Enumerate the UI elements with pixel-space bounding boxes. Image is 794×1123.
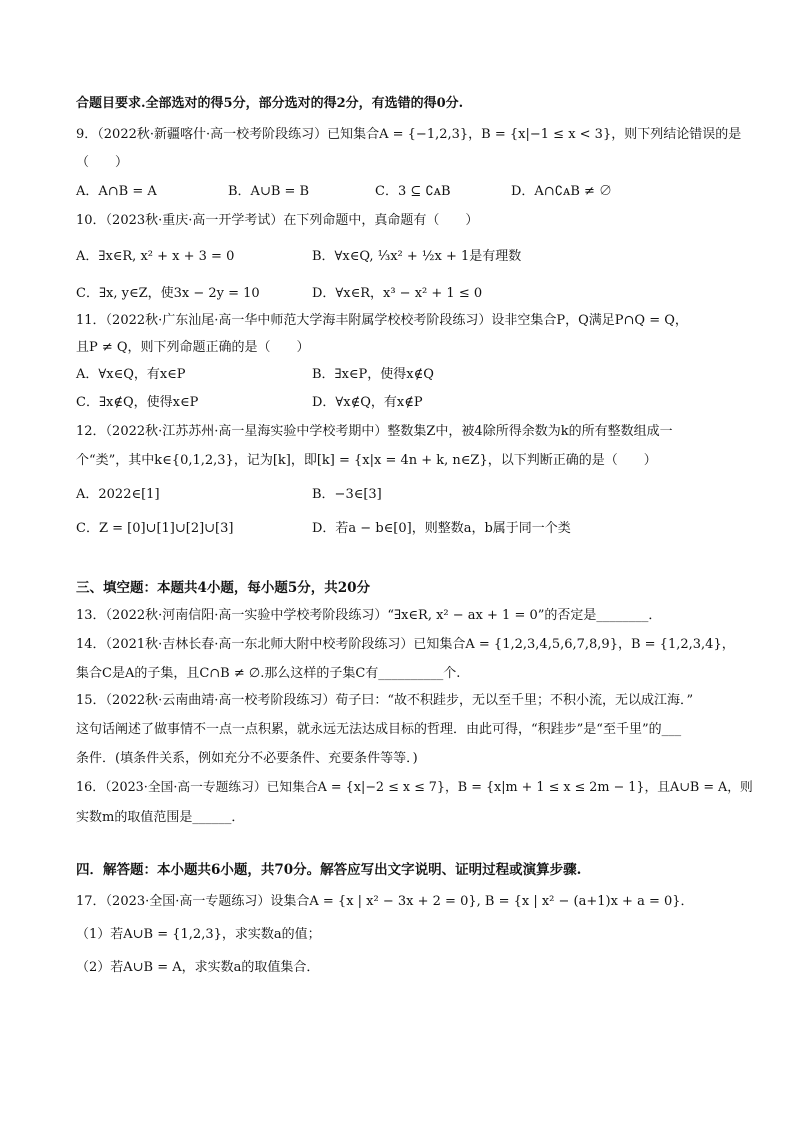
question-16-cont: 实数m的取值范围是______．	[76, 810, 245, 825]
q11-option-a: A．∀x∈Q，有x∈P	[76, 367, 186, 382]
q9-option-a: A．A∩B = A	[76, 184, 157, 199]
q10-option-c: C．∃x, y∈Z，使3x − 2y = 10	[76, 286, 260, 301]
question-11-cont: 且P ≠ Q，则下列命题正确的是（ ）	[76, 340, 310, 355]
q10-option-b: B．∀x∈Q, ⅓x² + ½x + 1是有理数	[312, 249, 522, 264]
question-14: 14．（2021秋·吉林长春·高一东北师大附中校考阶段练习）已知集合A = {1,2,3,4,5,6,7,8,9}，B = {1,2,3,4}，	[76, 637, 735, 652]
section-3-heading: 三、填空题：本题共4小题，每小题5分，共20分	[76, 580, 371, 596]
q12-option-b: B．−3∈[3]	[312, 487, 382, 502]
question-9: 9．（2022秋·新疆喀什·高一校考阶段练习）已知集合A = {−1,2,3}，B = {x|−1 ≤ x < 3}，则下列结论错误的是	[76, 127, 742, 142]
q9-option-c: C．3 ⊆ ∁ᴀB	[375, 184, 451, 199]
question-12-cont: 个“类”，其中k∈{0,1,2,3}，记为[k]，即[k] = {x|x = 4n + k, n∈Z}，以下判断正确的是（ ）	[76, 453, 657, 468]
q9-option-b: B．A∪B = B	[228, 184, 310, 199]
question-17-part-1: （1）若A∪B = {1,2,3}，求实数a的值；	[76, 927, 321, 942]
question-12: 12．（2022秋·江苏苏州·高一星海实验中学校考期中）整数集Z中，被4除所得余数为k的所有整数组成一	[76, 424, 673, 439]
question-9-paren: （ ）	[76, 155, 129, 170]
question-17: 17．（2023·全国·高一专题练习）设集合A = {x | x² − 3x + 2 = 0}, B = {x | x² − (a+1)x + a = 0}．	[76, 894, 694, 909]
intro-rule: 合题目要求.全部选对的得5分，部分选对的得2分，有选错的得0分.	[76, 96, 464, 111]
question-16: 16．（2023·全国·高一专题练习）已知集合A = {x|−2 ≤ x ≤ 7}，B = {x|m + 1 ≤ x ≤ 2m − 1}，且A∪B = A，则	[76, 780, 753, 795]
question-17-part-2: （2）若A∪B = A，求实数a的取值集合．	[76, 960, 320, 975]
q9-option-d: D．A∩∁ᴀB ≠ ∅	[511, 184, 613, 199]
question-11: 11．（2022秋·广东汕尾·高一华中师范大学海丰附属学校校考阶段练习）设非空集合P，Q满足P∩Q = Q，	[76, 313, 688, 328]
question-10: 10．（2023秋·重庆·高一开学考试）在下列命题中，真命题有（ ）	[76, 213, 479, 228]
q11-option-d: D．∀x∉Q，有x∉P	[312, 395, 423, 410]
question-15: 15．（2022秋·云南曲靖·高一校考阶段练习）荀子曰：“故不积跬步，无以至千里；不积小流，无以成江海．”	[76, 693, 694, 708]
question-14-cont: 集合C是A的子集，且C∩B ≠ ∅.那么这样的子集C有__________个.	[76, 666, 461, 681]
q10-option-a: A．∃x∈R, x² + x + 3 = 0	[76, 249, 235, 264]
q11-option-b: B．∃x∈P，使得x∉Q	[312, 367, 434, 382]
q10-option-d: D．∀x∈R，x³ − x² + 1 ≤ 0	[312, 286, 483, 301]
q11-option-c: C．∃x∉Q，使得x∈P	[76, 395, 199, 410]
section-4-heading: 四．解答题：本小题共6小题，共70分。解答应写出文字说明、证明过程或演算步骤.	[76, 862, 582, 878]
question-15-cont-2: 条件．(填条件关系，例如充分不必要条件、充要条件等等．)	[76, 751, 418, 766]
q12-option-a: A．2022∈[1]	[76, 487, 160, 502]
question-13: 13．（2022秋·河南信阳·高一实验中学校考阶段练习）“∃x∈R, x² − ax + 1 = 0”的否定是________．	[76, 608, 662, 623]
q12-option-c: C．Z = [0]∪[1]∪[2]∪[3]	[76, 521, 234, 536]
question-15-cont: 这句话阐述了做事情不一点一点积累，就永远无法达成目标的哲理．由此可得，“积跬步”是“至千里”的___	[76, 722, 682, 737]
q12-option-d: D．若a − b∈[0]，则整数a，b属于同一个类	[312, 521, 571, 536]
